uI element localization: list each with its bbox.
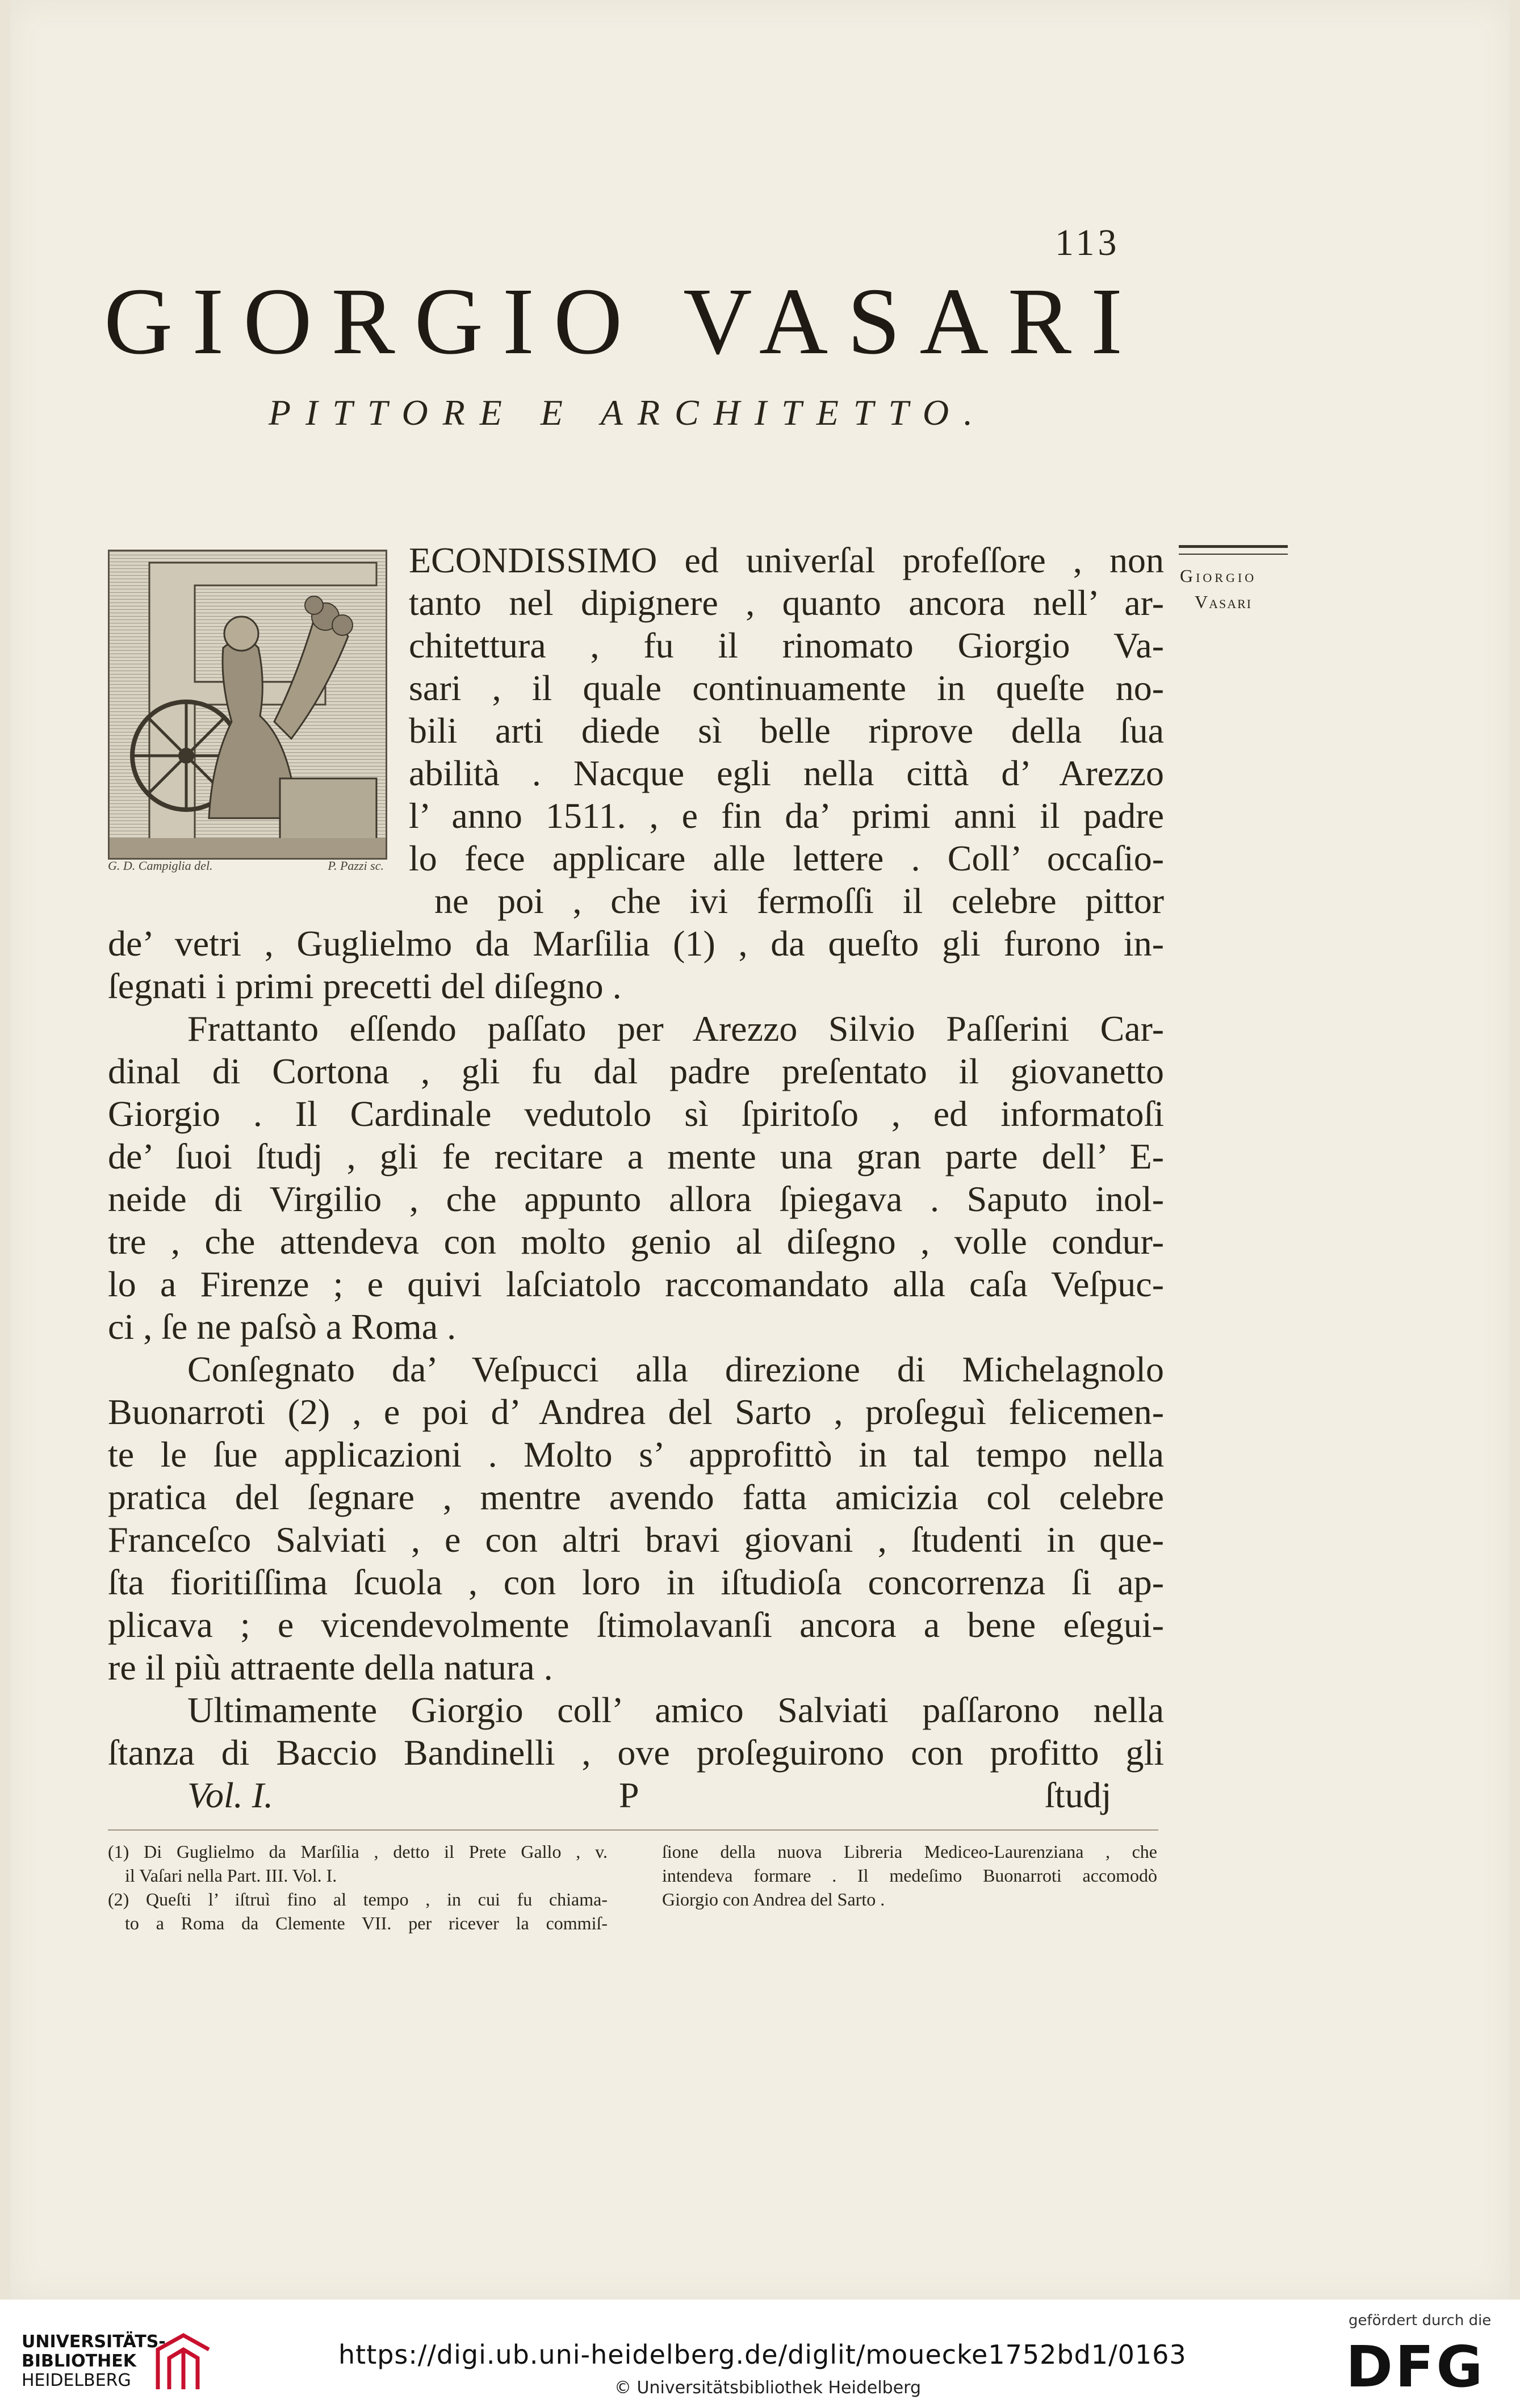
footnote-line: (1) Di Guglielmo da Marſilia , detto il Prete Gallo , v. — [108, 1841, 608, 1862]
page-title: GIORGIO VASARI — [104, 269, 1142, 374]
engraver-credit: P. Pazzi sc. — [328, 858, 384, 873]
body-line: Giorgio . Il Cardinale vedutolo sì ſpiritoſo , ed informatoſi — [108, 1094, 1164, 1134]
body-line: Buonarroti (2) , e poi d’ Andrea del Sarto , proſeguì felicemen- — [108, 1392, 1164, 1432]
copyright-notice: © Universitätsbibliothek Heidelberg — [614, 2378, 922, 2398]
body-line: bili arti diede sì belle riprove della ſua — [409, 710, 1164, 751]
body-line: Franceſco Salviati , e con altri bravi giovani , ſtudenti in que- — [108, 1519, 1164, 1560]
footnote-line: to a Roma da Clemente VII. per ricever la commiſ- — [125, 1913, 608, 1933]
library-name — [22, 2332, 166, 2390]
footnote-line: ſione della nuova Libreria Mediceo-Laurenziana , che — [662, 1841, 1157, 1862]
body-line: plicava ; e vicendevolmente ſtimolavanſi ancora a bene eſegui- — [108, 1605, 1164, 1645]
body-line: ECONDISSIMO ed univerſal profeſſore , non — [409, 540, 1164, 580]
margin-note-line-1: Giorgio — [1180, 566, 1257, 586]
body-line: neide di Virgilio , che appunto allora ſpiegava . Saputo inol- — [108, 1179, 1164, 1219]
dfg-logo: DFG — [1346, 2334, 1485, 2400]
page-subtitle: PITTORE E ARCHITETTO. — [269, 392, 988, 433]
body-line: ſta fioritiſſima ſcuola , con loro in iſtudioſa concorrenza ſi ap- — [108, 1562, 1164, 1602]
body-line: de’ ſuoi ſtudj , gli fe recitare a mente una gran parte dell’ E- — [108, 1136, 1164, 1176]
body-line: Frattanto eſſendo paſſato per Arezzo Silvio Paſſerini Car- — [187, 1008, 1164, 1049]
body-line: l’ anno 1511. , e fin da’ primi anni il padre — [409, 795, 1164, 836]
gathering-signature: P — [619, 1775, 639, 1815]
library-logo-icon — [152, 2332, 215, 2395]
footnote-line: intendeva formare . Il medeſimo Buonarroti accomodò — [662, 1865, 1157, 1886]
body-line: re il più attraente della natura . — [108, 1647, 553, 1687]
body-line: lo a Firenze ; e quivi laſciatolo raccomandato alla caſa Veſpuc- — [108, 1264, 1164, 1304]
body-line: chitettura , fu il rinomato Giorgio Va- — [409, 625, 1164, 665]
viewer-footer — [0, 2300, 1520, 2408]
footnote-rule — [108, 1829, 1158, 1831]
body-line: abilità . Nacque egli nella città d’ Arezzo — [409, 753, 1164, 793]
funding-caption: gefördert durch die — [1349, 2312, 1492, 2329]
footnote-line: (2) Queſti l’ iſtruì fino al tempo , in cui fu chiama- — [108, 1889, 608, 1909]
body-line: de’ vetri , Guglielmo da Marſilia (1) , da queſto gli furono in- — [108, 923, 1164, 964]
body-line: ſtanza di Baccio Bandinelli , ove proſeguirono con profitto gli — [108, 1732, 1164, 1773]
draughtsman-credit: G. D. Campiglia del. — [108, 858, 213, 873]
body-line: tre , che attendeva con molto genio al diſegno , volle condur- — [108, 1221, 1164, 1262]
footnote-line: il Vaſari nella Part. III. Vol. I. — [125, 1865, 337, 1886]
body-line: ci , ſe ne paſsò a Roma . — [108, 1306, 457, 1347]
body-line: ſegnati i primi precetti del diſegno . — [108, 966, 622, 1006]
margin-rule — [1179, 545, 1288, 555]
library-name-line-1: UNIVERSITÄTS- — [22, 2332, 166, 2352]
body-line: pratica del ſegnare , mentre avendo fatta amicizia col celebre — [108, 1477, 1164, 1517]
page-number: 113 — [1055, 222, 1120, 263]
body-line: Ultimamente Giorgio coll’ amico Salviati paſſarono nella — [187, 1690, 1164, 1730]
footnote-line: Giorgio con Andrea del Sarto . — [662, 1889, 885, 1909]
engraved-initial-illustration — [108, 550, 387, 860]
catchword: ſtudj — [1045, 1775, 1112, 1815]
library-name-line-3: HEIDELBERG — [22, 2371, 131, 2390]
library-name-line-2: BIBLIOTHEK — [22, 2351, 136, 2371]
body-line: lo fece applicare alle lettere . Coll’ occaſio- — [409, 838, 1164, 878]
body-line: dinal di Cortona , gli fu dal padre preſentato il giovanetto — [108, 1051, 1164, 1091]
body-line: te le ſue applicazioni . Molto s’ approfittò in tal tempo nella — [108, 1434, 1164, 1475]
body-line: Conſegnato da’ Veſpucci alla direzione di Michelagnolo — [187, 1349, 1164, 1389]
volume-signature: Vol. I. — [187, 1775, 274, 1815]
body-line: tanto nel dipignere , quanto ancora nell’ ar- — [409, 583, 1164, 623]
scanned-page — [10, 0, 1510, 2300]
permalink-url[interactable]: https://digi.ub.uni-heidelberg.de/diglit/mouecke1752bd1/0163 — [338, 2339, 1187, 2370]
body-line: sari , il quale continuamente in queſte no- — [409, 668, 1164, 708]
body-line: ne poi , che ivi fermoſſi il celebre pittor — [434, 881, 1164, 921]
margin-note-line-2: Vasari — [1195, 592, 1253, 612]
